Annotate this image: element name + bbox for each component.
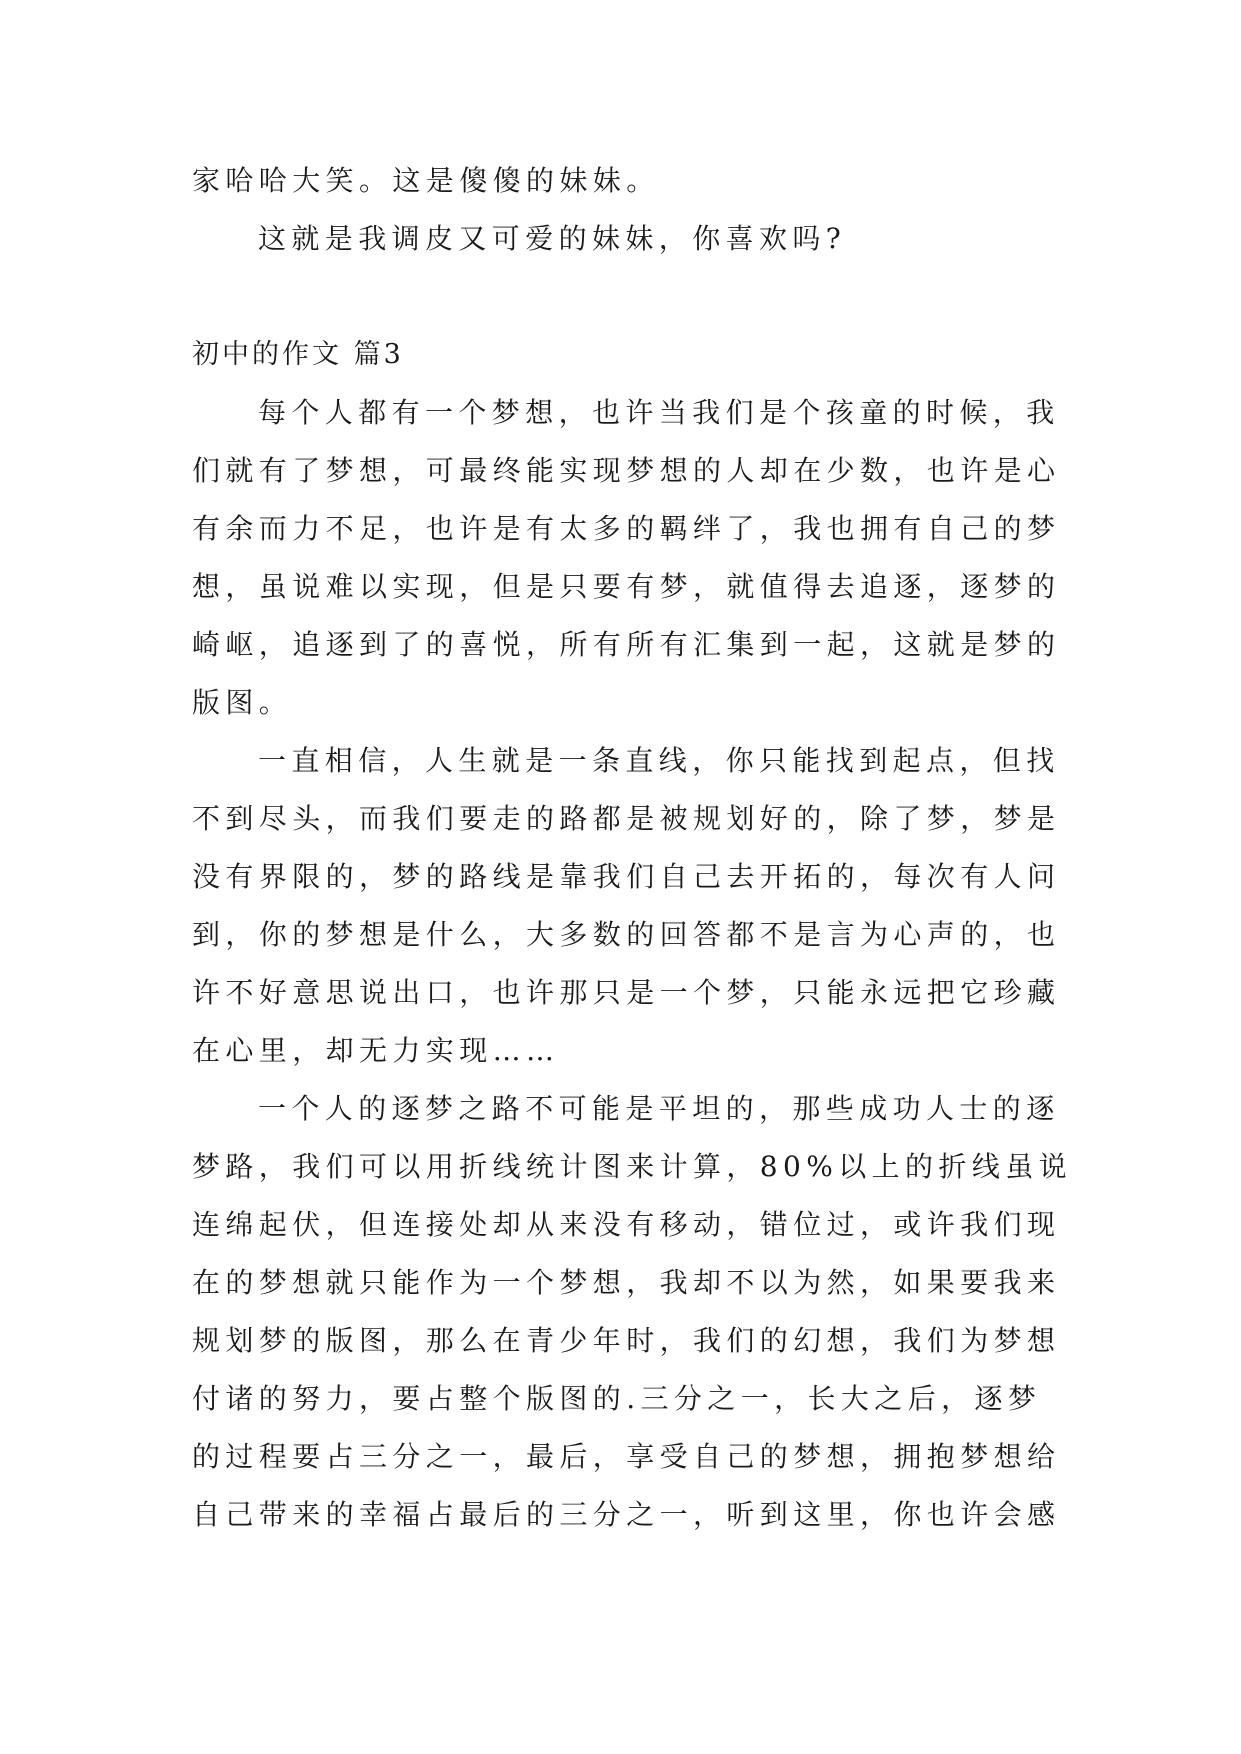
- text-line: 梦路，我们可以用折线统计图来计算，80%以上的折线虽说: [192, 1150, 1073, 1183]
- text-line: 付诸的努力，要占整个版图的.三分之一，长大之后，逐梦: [192, 1382, 1042, 1415]
- text-line: 在的梦想就只能作为一个梦想，我却不以为然，如果要我来: [192, 1266, 1061, 1299]
- text-line: 崎岖，追逐到了的喜悦，所有所有汇集到一起，这就是梦的: [192, 628, 1061, 661]
- text-line: 一直相信，人生就是一条直线，你只能找到起点，但找: [258, 744, 1060, 777]
- text-line: 一个人的逐梦之路不可能是平坦的，那些成功人士的逐: [258, 1092, 1060, 1125]
- text-line: 在心里，却无力实现……: [192, 1034, 560, 1067]
- text-line: 们就有了梦想，可最终能实现梦想的人却在少数，也许是心: [192, 454, 1061, 487]
- paragraph: [192, 1080, 1073, 1544]
- text-line: 到，你的梦想是什么，大多数的回答都不是言为心声的，也: [192, 918, 1061, 951]
- text-line: 不到尽头，而我们要走的路都是被规划好的，除了梦，梦是: [192, 802, 1061, 835]
- text-line: 有余而力不足，也许是有太多的羁绊了，我也拥有自己的梦: [192, 512, 1061, 545]
- section-heading: 初中的作文 篇3: [192, 339, 404, 370]
- paragraph: [192, 384, 1061, 732]
- paragraph: [192, 732, 1061, 1080]
- text-line: 没有界限的，梦的路线是靠我们自己去开拓的，每次有人问: [192, 860, 1061, 893]
- text-line: 版图。: [192, 686, 293, 719]
- text-line: 的过程要占三分之一，最后，享受自己的梦想，拥抱梦想给: [192, 1440, 1061, 1473]
- text-line: 连绵起伏，但连接处却从来没有移动，错位过，或许我们现: [192, 1208, 1061, 1241]
- text-line: 每个人都有一个梦想，也许当我们是个孩童的时候，我: [258, 396, 1060, 429]
- blank-line: [192, 268, 1054, 326]
- text-line: 这就是我调皮又可爱的妹妹，你喜欢吗?: [258, 222, 847, 255]
- text-line: 许不好意思说出口，也许那只是一个梦，只能永远把它珍藏: [192, 976, 1061, 1009]
- text-line: 自己带来的幸福占最后的三分之一，听到这里，你也许会感: [192, 1498, 1061, 1531]
- document-body: [192, 152, 1073, 1544]
- text-line: 想，虽说难以实现，但是只要有梦，就值得去追逐，逐梦的: [192, 570, 1061, 603]
- text-line: 规划梦的版图，那么在青少年时，我们的幻想，我们为梦想: [192, 1324, 1061, 1357]
- text-line: 家哈哈大笑。这是傻傻的妹妹。: [192, 164, 660, 197]
